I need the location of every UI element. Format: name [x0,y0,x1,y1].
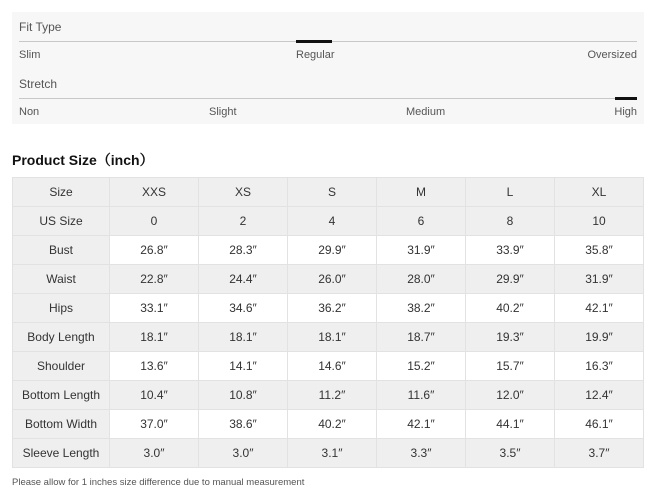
value-cell: 12.0″ [466,381,555,410]
value-cell: 4 [288,207,377,236]
product-size-title: Product Size（inch） [12,152,154,168]
table-row [13,294,644,323]
value-cell: 46.1″ [555,410,644,439]
value-cell: 19.3″ [466,323,555,352]
table-row [13,265,644,294]
fit-type-option-regular: Regular [296,49,335,61]
row-label-cell: Bottom Length [13,381,110,410]
stretch-scale-line [19,98,637,99]
value-cell: 37.0″ [110,410,199,439]
value-cell: 18.1″ [110,323,199,352]
value-cell: 34.6″ [199,294,288,323]
stretch-label: Stretch [19,77,58,91]
measurement-note: Please allow for 1 inches size difference due to manual measurement [12,477,305,488]
value-cell: 26.8″ [110,236,199,265]
value-cell: 13.6″ [110,352,199,381]
table-row [13,352,644,381]
value-cell: 40.2″ [288,410,377,439]
value-cell: 38.6″ [199,410,288,439]
stretch-option-slight: Slight [209,106,237,118]
value-cell: 22.8″ [110,265,199,294]
value-cell: 3.3″ [377,439,466,468]
value-cell: 0 [110,207,199,236]
table-row [13,439,644,468]
value-cell: 28.3″ [199,236,288,265]
header-cell: M [377,178,466,207]
header-cell: XS [199,178,288,207]
value-cell: 11.6″ [377,381,466,410]
value-cell: 29.9″ [466,265,555,294]
value-cell: 12.4″ [555,381,644,410]
stretch-option-non: Non [19,106,40,118]
table-row [13,381,644,410]
fit-panel [12,12,644,124]
row-label-cell: US Size [13,207,110,236]
stretch-option-medium: Medium [406,106,446,118]
row-label-cell: Shoulder [13,352,110,381]
header-cell: XL [555,178,644,207]
value-cell: 40.2″ [466,294,555,323]
value-cell: 15.2″ [377,352,466,381]
header-cell: L [466,178,555,207]
value-cell: 3.1″ [288,439,377,468]
size-table [12,177,644,468]
size-table-header-row [13,178,644,207]
value-cell: 19.9″ [555,323,644,352]
table-row [13,410,644,439]
value-cell: 2 [199,207,288,236]
fit-type-option-slim: Slim [19,49,41,61]
value-cell: 10.4″ [110,381,199,410]
stretch-option-high: High [614,106,637,118]
row-label-cell: Bottom Width [13,410,110,439]
value-cell: 11.2″ [288,381,377,410]
value-cell: 3.5″ [466,439,555,468]
row-label-cell: Bust [13,236,110,265]
row-label-cell: Sleeve Length [13,439,110,468]
value-cell: 36.2″ [288,294,377,323]
value-cell: 18.1″ [288,323,377,352]
value-cell: 14.1″ [199,352,288,381]
value-cell: 44.1″ [466,410,555,439]
value-cell: 33.9″ [466,236,555,265]
value-cell: 42.1″ [555,294,644,323]
value-cell: 31.9″ [555,265,644,294]
value-cell: 29.9″ [288,236,377,265]
value-cell: 8 [466,207,555,236]
value-cell: 18.7″ [377,323,466,352]
fit-type-option-oversized: Oversized [587,49,637,61]
row-label-cell: Waist [13,265,110,294]
value-cell: 26.0″ [288,265,377,294]
value-cell: 28.0″ [377,265,466,294]
value-cell: 16.3″ [555,352,644,381]
table-row [13,207,644,236]
value-cell: 42.1″ [377,410,466,439]
value-cell: 31.9″ [377,236,466,265]
header-cell: XXS [110,178,199,207]
value-cell: 14.6″ [288,352,377,381]
stretch-selected-marker [615,97,637,100]
value-cell: 3.0″ [199,439,288,468]
row-label-cell: Hips [13,294,110,323]
value-cell: 38.2″ [377,294,466,323]
header-cell: S [288,178,377,207]
value-cell: 15.7″ [466,352,555,381]
value-cell: 35.8″ [555,236,644,265]
value-cell: 6 [377,207,466,236]
fit-type-label: Fit Type [19,20,62,34]
value-cell: 24.4″ [199,265,288,294]
table-row [13,323,644,352]
value-cell: 33.1″ [110,294,199,323]
row-label-cell: Body Length [13,323,110,352]
value-cell: 10.8″ [199,381,288,410]
table-row [13,236,644,265]
value-cell: 10 [555,207,644,236]
value-cell: 3.0″ [110,439,199,468]
value-cell: 18.1″ [199,323,288,352]
value-cell: 3.7″ [555,439,644,468]
header-cell: Size [13,178,110,207]
fit-type-selected-marker [296,40,332,43]
